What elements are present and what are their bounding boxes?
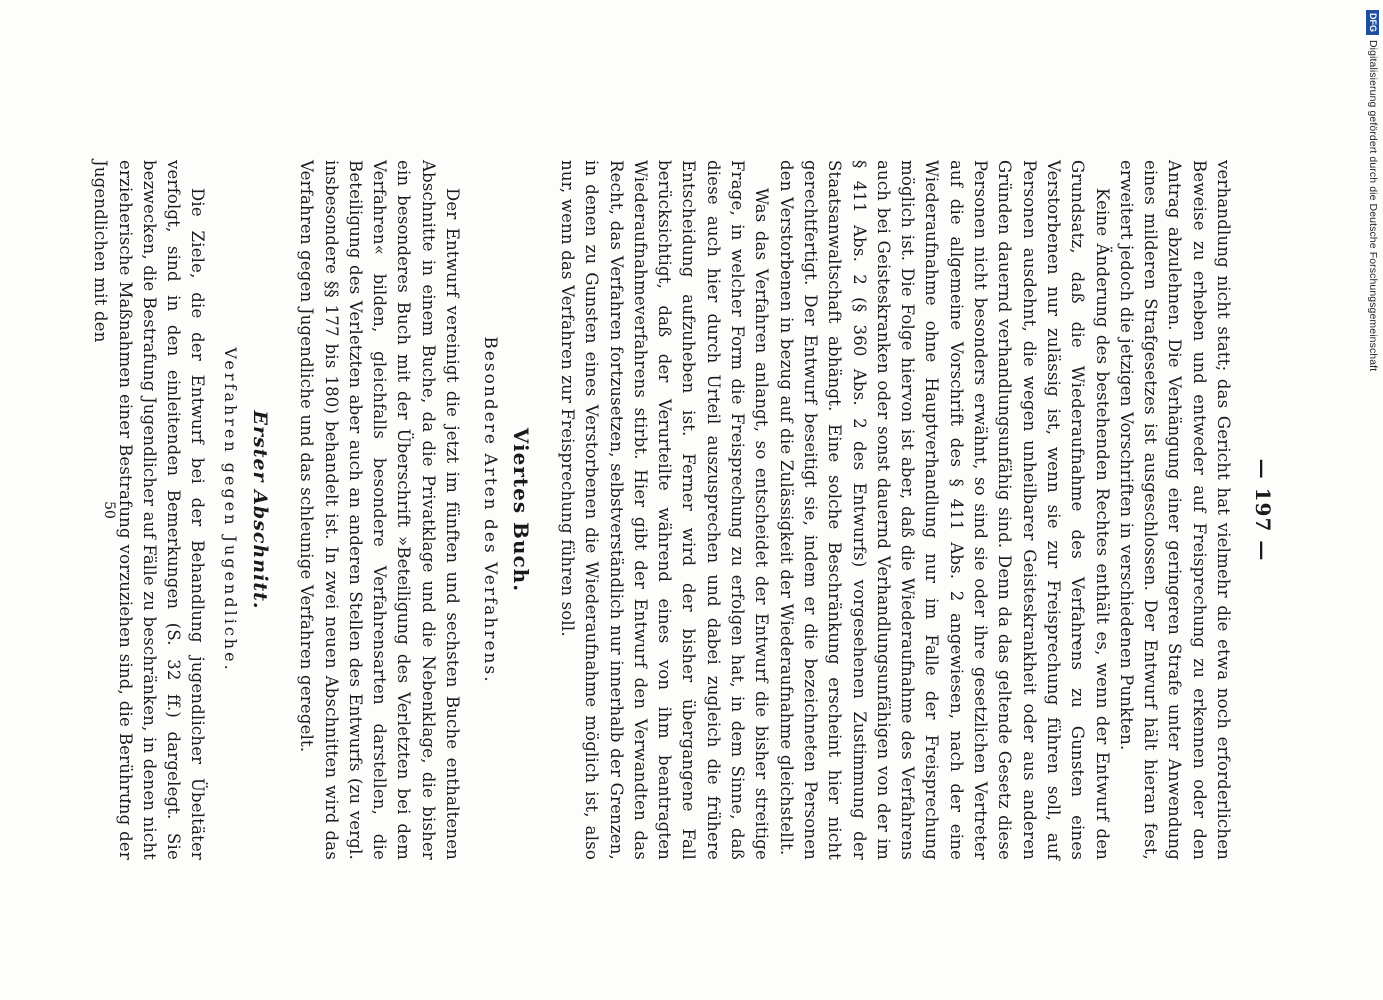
book-subheading: Besondere Arten des Verfahrens.: [480, 336, 501, 684]
section-heading: Erster Abschnitt.: [249, 410, 272, 610]
attribution-text: Digitalisierung gefördert durch die Deutsche Forschungsgemeinschaft: [1367, 40, 1379, 372]
dfg-logo: DFG: [1367, 10, 1380, 35]
rotated-page-content: [91, 160, 1275, 860]
section-subheading: Verfahren gegen Jugendliche.: [220, 347, 240, 673]
paragraph: Der Entwurf vereinigt die jetzt im fünften und sechsten Buche enthaltenen Abschnitte in einem Buche, da die Privatklage und die Nebenklage, die bisher ein besonderes Buch mit der Überschrift »Beteiligung des Verletzten bei dem Verfahren« bilden, gleichfalls besondere Verfahrensarten darstellen, die Beteiligung des Verletzten aber auch an anderen Stellen des Entwurfs (zu vergl. insbesondere §§ 177 bis 180) behandelt ist. In zwei neuen Abschnitten wird das Verfahren gegen Jugendliche und das schleunige Verfahren geregelt.: [297, 160, 463, 860]
signature-mark: 50: [101, 501, 117, 519]
paragraph: Keine Änderung des bestehenden Rechtes enthält es, wenn der Entwurf den Grundsatz, daß die Wiederaufnahme des Verfahrens zu Gunsten eines Verstorbenen nur zulässig ist, wenn sie zur Freisprechung führen soll, auf Personen ausdehnt, die wegen unheilbarer Geisteskrankheit oder aus anderen Gründen dauernd verhandlungsunfähig sind. Denn da das geltende Gesetz diese Personen nicht besonders erwähnt, so sind sie oder ihre gesetzlichen Vertreter auf die allgemeine Vorschrift des § 411 Abs. 2 angewiesen, nach der eine Wiederaufnahme ohne Hauptverhandlung nur im Falle der Freisprechung möglich ist. Die Folge hiervon ist aber, daß die Wiederaufnahme des Verfahrens auch bei Geisteskranken oder sonst dauernd Verhandlungsunfähigen von der im § 411 Abs. 2 (§ 360 Abs. 2 des Entwurfs) vorgesehenen Zustimmung der Staatsanwaltschaft abhängt. Eine solche Beschränkung erscheint hier nicht gerechtfertigt. Der Entwurf beseitigt sie, indem er die bezeichneten Personen den Verstorbenen in bezug auf die Zulässigkeit der Wiederaufnahme gleichstellt.: [776, 160, 1112, 860]
paragraph: verhandlung nicht statt; das Gericht hat vielmehr die etwa noch erforderlichen Beweise zu erheben und entweder auf Freisprechung zu erkennen oder den Antrag abzulehnen. Die Verhängung einer geringeren Strafe unter Anwendung eines milderen Strafgesetzes ist ausgeschlossen. Der Entwurf hält hieran fest, erweitert jedoch die jetzigen Vorschriften in verschiedenen Punkten.: [1116, 160, 1233, 860]
page-body: [88, 160, 1235, 860]
page-number: — 197 —: [1251, 458, 1275, 562]
book-heading: Viertes Buch.: [508, 427, 533, 593]
digitization-attribution: [1366, 10, 1378, 990]
paragraph: Was das Verfahren anlangt, so entscheidet der Entwurf die bisher streitige Frage, in welcher Form die Freisprechung zu erfolgen hat, in dem Sinne, daß diese auch hier durch Urteil auszusprechen und dabei zugleich die frühere Entscheidung aufzuheben ist. Ferner wird der bisher übergangene Fall berücksichtigt, daß der Verurteilte während eines von ihm beantragten Wiederaufnahmeverfahrens stirbt. Hier gibt der Entwurf den Verwandten das Recht, das Verfahren fortzusetzen, selbstverständlich nur innerhalb der Grenzen, in denen zu Gunsten eines Verstorbenen die Wiederaufnahme möglich ist, also nur, wenn das Verfahren zur Freisprechung führen soll.: [557, 160, 772, 860]
paragraph: Die Ziele, die der Entwurf bei der Behandlung jugendlicher Übeltäter verfolgt, sind in den einleitenden Bemerkungen (S. 32 ff.) dargelegt. Sie bezwecken, die Bestrafung Jugendlicher auf Fälle zu beschränken, in denen nicht erzieherische Maßnahmen einer Bestrafung vorzuziehen sind, die Berührung der Jugendlichen mit den: [91, 160, 208, 860]
